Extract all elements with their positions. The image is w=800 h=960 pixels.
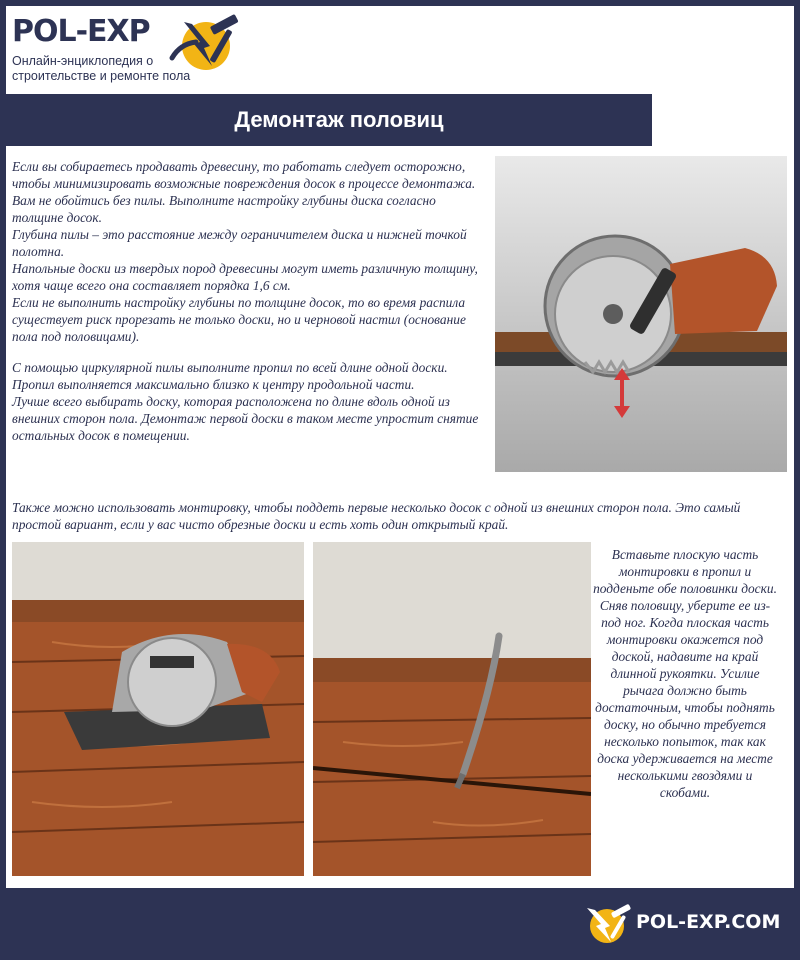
page-title xyxy=(6,94,652,146)
footer-url[interactable]: POL-EXP.COM xyxy=(636,911,781,933)
saw-on-floor-illustration xyxy=(12,542,304,876)
crowbar-illustration xyxy=(313,542,591,876)
crowbar-paragraph: Также можно использовать монтировку, чтобы поддеть первые несколько досок с одной из внешних сторон пола. Это самый простой вариант, если у вас чисто обрезные доски и есть хоть один открытый край. xyxy=(12,500,741,532)
logo-text: POL-EXP xyxy=(12,14,150,49)
intro-paragraph: Глубина пилы – это расстояние между ограничителем диска и нижней точкой полотна. xyxy=(12,227,467,259)
saw-depth-illustration xyxy=(495,156,787,472)
intro-paragraph: Если вы собираетесь продавать древесину, то работать следует осторожно, чтобы минимизировать возможные повреждения досок в процессе демонтажа. xyxy=(12,159,476,191)
crowbar-instructions: Вставьте плоскую часть монтировки в пропил и подденьте обе половинки доски. Сняв половицу, уберите ее из-под ног. Когда плоская часть монтировки окажется под доской, надавите на край длинной рукоятки. Усилие рычага должно быть достаточным, чтобы поднять доску, но обычно требуется несколько попыток, так как доска удерживается на месте несколькими гвоздями и скобами. xyxy=(593,547,777,800)
logo-tagline: Онлайн-энциклопедия о строительстве и ремонте пола xyxy=(12,54,191,83)
cut-paragraph: Лучше всего выбирать доску, которая расположена по длине вдоль одной из внешних сторон пола. Демонтаж первой доски в таком месте упростит снятие остальных досок в помещении. xyxy=(12,394,479,443)
cut-paragraph: С помощью циркулярной пилы выполните пропил по всей длине одной доски. Пропил выполняется максимально близко к центру продольной части. xyxy=(12,360,448,392)
intro-paragraph: Напольные доски из твердых пород древесины могут иметь различную толщину, хотя чаще всего она составляет порядка 1,6 см. xyxy=(12,261,478,293)
footer-logo-icon xyxy=(575,902,635,951)
intro-text-block xyxy=(12,158,490,444)
page-title-text: Демонтаж половиц xyxy=(234,107,444,132)
intro-paragraph: Если не выполнить настройку глубины по толщине досок, то во время распила существует риск прорезать не только доски, но и черновой настил (основание пола под половицами). xyxy=(12,295,466,344)
intro-paragraph: Вам не обойтись без пилы. Выполните настройку глубины диска согласно толщине досок. xyxy=(12,193,436,225)
